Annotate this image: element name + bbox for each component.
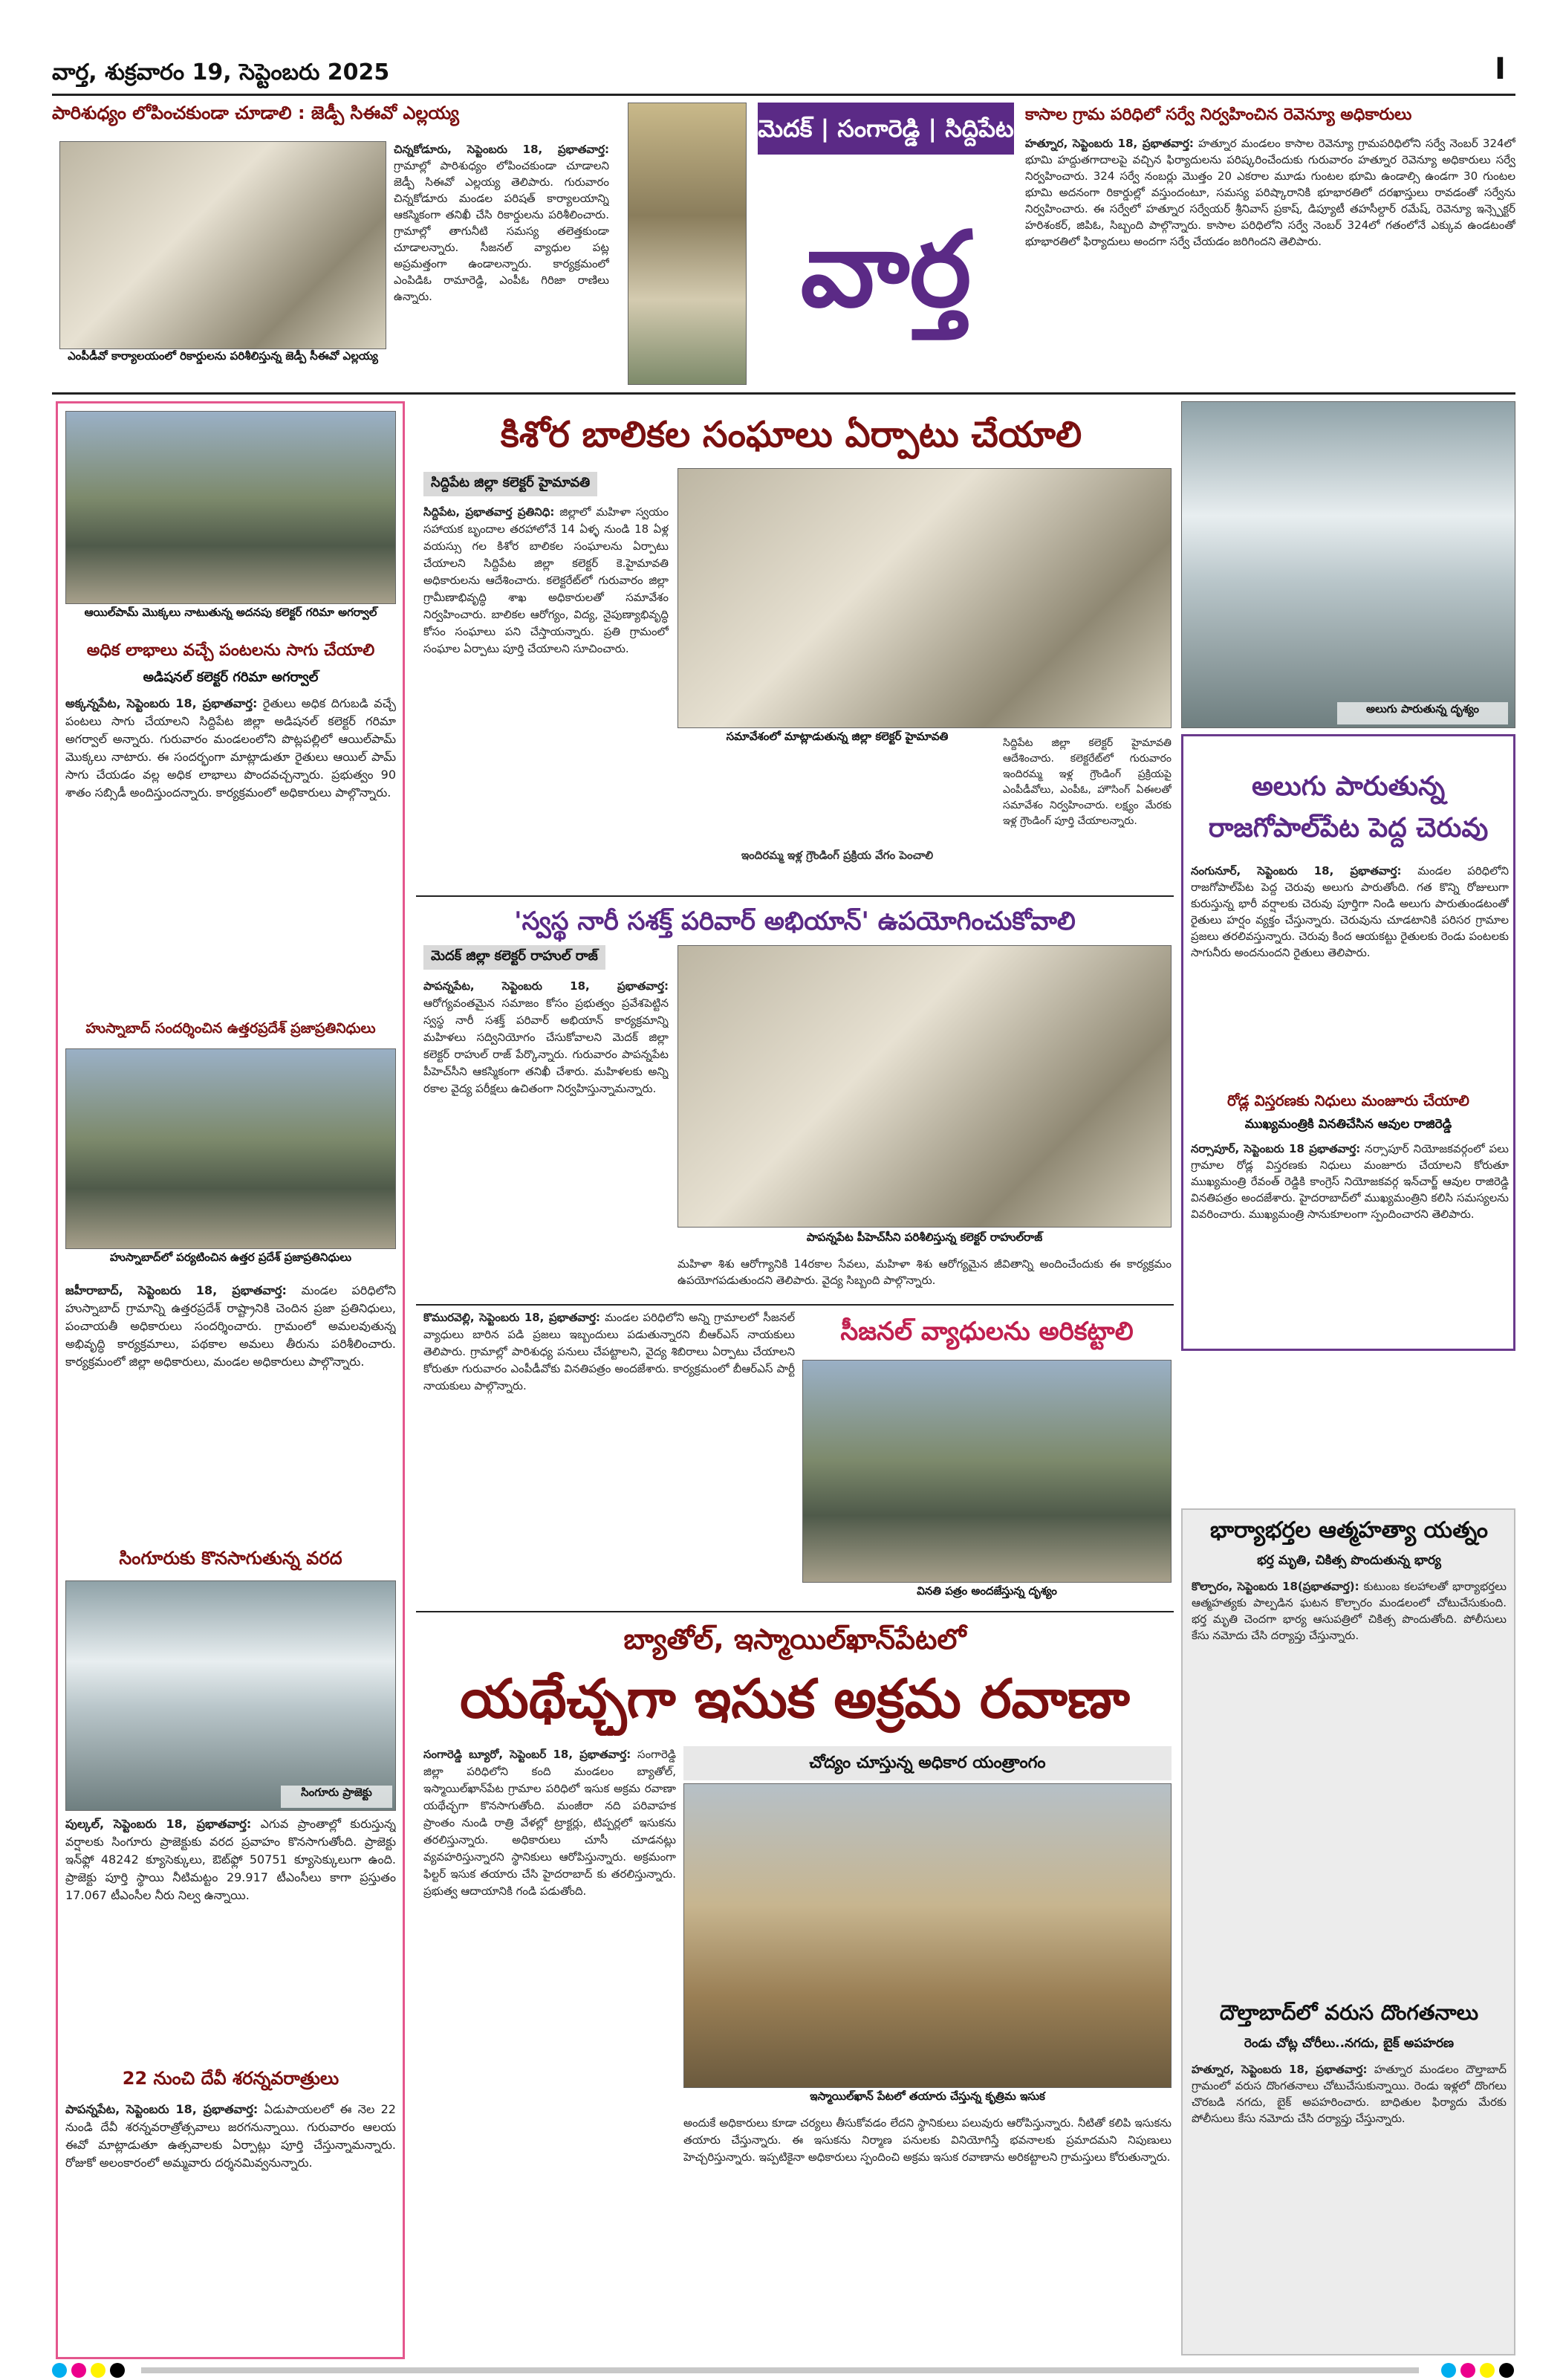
sand-dateline: సంగారెడ్డి బ్యూరో, సెప్టెంబర్ 18, ప్రభాతవార్త:	[423, 1748, 631, 1761]
left-column	[56, 401, 405, 2359]
right-headline-2: రోడ్ల విస్తరణకు నిధులు మంజూరు చేయాలి	[1227, 1092, 1469, 1109]
sand-right-body: అందుకే అధికారులు కూడా చర్యలు తీసుకోవడం లేదని స్థానికులు పలువురు ఆరోపిస్తున్నారు. నీటితో కలిపి ఇసుకను తయారు చేస్తున్నారు. ఈ ఇసుకను నిర్మాణ పనులకు వినియోగిస్తే భవనాలకు ప్రమాదమని నిపుణులు హెచ్చరిస్తున్నారు. ఇప్పటికైనా అధికారులు స్పందించి అక్రమ ఇసుక రవాణాను అరికట్టాలని గ్రామస్తులు కోరుతున్నారు.	[683, 2116, 1172, 2164]
top-left-photo	[59, 141, 386, 349]
left-text-2: మండల పరిధిలోని హుస్నాబాద్ గ్రామాన్ని ఉత్తరప్రదేశ్ రాష్ట్రానికి చెందిన ప్రజా ప్రతినిధులు, పంచాయతీ అధికారులు సందర్శించారు. గ్రామంలో అమలవుతున్న అభివృద్ధి కార్యక్రమాలు, పథకాల అమలు తీరును పరిశీలించారు. కార్యక్రమంలో జిల్లా అధికారులు, మండల అధికారులు పాల్గొన్నారు.	[65, 1283, 396, 1369]
top-right-headline: కాసాల గ్రామ పరిధిలో సర్వే నిర్వహించిన రెవెన్యూ అధికారులు	[1025, 106, 1412, 124]
lead-headline: కిశోర బాలికల సంఘాలు ఏర్పాటు చేయాలి	[500, 414, 1082, 455]
left-dateline-4: పాపన్నపేట, సెప్టెంబరు 18, ప్రభాతవార్త:	[65, 2102, 259, 2116]
swasth-subhead: మెదక్ జిల్లా కలెక్టర్ రాహుల్ రాజ్	[423, 945, 605, 970]
top-right-body	[1025, 135, 1515, 388]
top-left-dateline: చిన్నకోడూరు, సెప్టెంబరు 18, ప్రభాతవార్త:	[394, 143, 609, 156]
sand-kicker: బ్యాతోల్, ఇస్మాయిల్‌ఖాన్‌పేటలో	[623, 1623, 966, 1656]
right-subhead-3: భర్త మృతి, చికిత్స పొందుతున్న భార్య	[1257, 1553, 1441, 1568]
top-left-text: గ్రామాల్లో పారిశుధ్యం లోపించకుండా చూడాలని జెడ్పీ సిఈవో ఎల్లయ్య తెలిపారు. గురువారం చిన్నకోడూరు మండల పరిషత్ కార్యాలయాన్ని ఆకస్మికంగా తనిఖీ చేసి రికార్డులను పరిశీలించారు. గ్రామాల్లో తాగునీటి సమస్య తలెత్తకుండా చూడాలన్నారు. సీజనల్ వ్యాధుల పట్ల అప్రమత్తంగా ఉండాలన్నారు. కార్యక్రమంలో ఎంపిడిఓ రామారెడ్డి, ఎంపీఓ గిరిజా రాణిలు ఉన్నారు.	[394, 159, 609, 303]
seasonal-photo	[802, 1360, 1172, 1583]
reg-dot-cyan	[52, 2363, 67, 2378]
reg-dot-cyan-2	[1441, 2363, 1456, 2378]
top-left-story	[52, 103, 609, 135]
header-dateline: వార్త, శుక్రవారం 19, సెప్టెంబరు 2025	[52, 59, 390, 85]
sand-photo	[683, 1783, 1172, 2088]
right-dateline-2: నర్సాపూర్, సెప్టెంబరు 18 ప్రభాతవార్త:	[1191, 1142, 1361, 1155]
seasonal-text: మండల పరిధిలోని అన్ని గ్రామాలలో సీజనల్ వ్యాధులు బారిన పడి ప్రజలు ఇబ్బందులు పడుతున్నారని బీఆర్ఎస్ నాయకులు తెలిపారు. గ్రామాల్లో పారిశుధ్య పనులు చేపట్టాలని, వైద్య శిబిరాలు ఏర్పాటు చేయాలని కోరుతూ గురువారం ఎంపీడీవోకు వినతిపత్రం అందజేశారు. కార్యక్రమంలో బీఆర్ఎస్ పార్టీ నాయకులు పాల్గొన్నారు.	[423, 1311, 795, 1392]
swasth-headline: 'స్వస్థ నారీ సశక్త్ పరివార్ అభియాన్' ఉపయోగించుకోవాలి	[514, 907, 1076, 936]
masthead	[628, 103, 1014, 385]
swasth-photo	[677, 945, 1172, 1228]
lead-photo	[677, 468, 1172, 728]
left-photo-2-caption: హుస్నాబాద్‌లో పర్యటించిన ఉత్తర ప్రదేశ్ ప్రజాప్రతినిధులు	[109, 1251, 352, 1264]
left-body-1	[65, 695, 396, 1022]
seasonal-body	[423, 1309, 795, 1606]
right-box-2	[1181, 1508, 1515, 2355]
right-dateline-4: హత్నూర, సెప్టెంబరు 18, ప్రభాతవార్త:	[1192, 2063, 1368, 2076]
right-headline-1: అలుగు పారుతున్న రాజగోపాల్‌పేట పెద్ద చెరువు	[1208, 771, 1489, 843]
lead-photo-caption: సమావేశంలో మాట్లాడుతున్న జిల్లా కలెక్టర్ హైమావతి	[726, 730, 949, 743]
top-left-caption: ఎంపీడీవో కార్యాలయంలో రికార్డులను పరిశీలిస్తున్న జెడ్పీ సీఈవో ఎల్లయ్య	[68, 349, 378, 363]
right-box-1	[1181, 734, 1515, 1351]
seasonal-photo-caption: వినతి పత్రం అందజేస్తున్న దృశ్యం	[917, 1584, 1057, 1598]
right-headline-3: భార్యాభర్తల ఆత్మహత్యా యత్నం	[1210, 1517, 1488, 1543]
sand-headline: యథేచ్ఛగా ఇసుక అక్రమ రవాణా	[460, 1667, 1130, 1730]
sand-text: సంగారెడ్డి జిల్లా పరిధిలోని కంది మండలం బ్యాతోల్, ఇస్మాయిల్‌ఖాన్‌పేట గ్రామాల పరిధిలో ఇసుక అక్రమ రవాణా యథేచ్ఛగా కొనసాగుతోంది. మంజీరా నది పరివాహక ప్రాంతం నుండి రాత్రి వేళల్లో ట్రాక్టర్లు, టిప్పర్లలో ఇసుకను తరలిస్తున్నారు. అధికారులు చూసీ చూడనట్లు వ్యవహరిస్తున్నారని స్థానికులు ఆరోపిస్తున్నారు. అక్రమంగా ఫిల్టర్ ఇసుక తయారు చేసి హైదరాబాద్ కు తరలిస్తున్నారు. ప్రభుత్వ ఆదాయానికి గండి పడుతోంది.	[423, 1748, 676, 1898]
top-right-text: హత్నూర మండలం కాసాల రెవెన్యూ గ్రామపరిధిలోని సర్వే నెంబర్ 324లో భూమి హద్దుతగాదాలపై వచ్చిన ఫిర్యాదులను పరిష్కరించేందుకు గురువారం హత్నూర రెవెన్యూ అధికారులు సర్వే నిర్వహించారు. 324 సర్వే నంబర్లు మొత్తం 20 ఎకరాల మూడు గుంటల భూమి ఉండాల్సి ఉండగా 30 గుంటల భూమి అదనంగా రికార్డుల్లో వస్తుందంటూ, సమస్య పరిష్కారానికి భూభారతిలో దరఖాస్తులు రావడంతో సర్వేను నిర్వహించారు. ఈ సర్వేలో హత్నూర సర్వేయర్ శ్రీనివాస్ ప్రకాష్, డిప్యూటీ తహసీల్దార్ రమేష్, రెవెన్యూ ఇన్స్పెక్టర్ హరిశంకర్, జిపిఓ, సిబ్బంది పాల్గొన్నారు. కాసాల పరిధిలోని సర్వే నెంబర్ 324లో గతంలోనే ఎక్కువ ఉండటంతో భూభారతిలో ఫిర్యాదులు అందగా సర్వే చేయడం జరిగిందని తెలిపారు.	[1025, 137, 1515, 248]
left-dateline-3: పుల్కల్, సెప్టెంబరు 18, ప్రభాతవార్త:	[65, 1817, 252, 1831]
masthead-logo: వార్త	[800, 209, 972, 331]
left-headline-2: హుస్నాబాద్ సందర్శించిన ఉత్తరప్రదేశ్ ప్రజాప్రతినిధులు	[85, 1020, 376, 1037]
left-photo-1-caption: ఆయిల్‌పామ్ మొక్కలు నాటుతున్న అదనపు కలెక్టర్ గరిమా అగర్వాల్	[84, 606, 377, 619]
reg-bar	[141, 2367, 1419, 2373]
district-sangareddy: సంగారెడ్డి	[837, 114, 920, 143]
sand-photo-title: చోద్యం చూస్తున్న అధికార యంత్రాంగం	[683, 1746, 1172, 1780]
lead-subhead: సిద్దిపేట జిల్లా కలెక్టర్ హైమావతి	[423, 472, 597, 496]
left-dateline-2: జహీరాబాద్, సెప్టెంబరు 18, ప్రభాతవార్త:	[65, 1283, 287, 1297]
left-photo-2	[65, 1048, 396, 1249]
lead-subhead-wrap	[423, 472, 669, 502]
reg-dot-magenta-2	[1460, 2363, 1475, 2378]
reg-dot-magenta	[71, 2363, 86, 2378]
left-body-3	[65, 1815, 396, 2068]
right-dateline-3: కొల్చారం, సెప్టెంబరు 18(ప్రభాతవార్త):	[1192, 1580, 1359, 1593]
top-left-body	[394, 141, 609, 386]
reg-dot-black	[110, 2363, 125, 2378]
right-text-3: కుటుంబ కలహాలతో భార్యాభర్తలు ఆత్మహత్యకు పాల్పడిన ఘటన కొల్చారం మండలంలో చోటుచేసుకుంది. భర్త మృతి చెందగా భార్య ఆసుపత్రిలో చికిత్స పొందుతోంది. పోలీసులు కేసు నమోదు చేసి దర్యాప్తు చేస్తున్నారు.	[1192, 1580, 1507, 1642]
left-headline-1: అధిక లాభాలు వచ్చే పంటలను సాగు చేయాలి	[86, 641, 375, 660]
right-headline-4: దౌల్తాబాద్‌లో వరుస దొంగతనాలు	[1219, 2000, 1479, 2025]
swasth-photo-caption: పాపన్నపేట పీహెచ్‌సీని పరిశీలిస్తున్న కలెక్టర్ రాహుల్‌రాజ్	[806, 1230, 1043, 1244]
left-photo-3-caption: సింగూరు ప్రాజెక్టు	[281, 1786, 392, 1808]
swasth-dateline: పాపన్నపేట, సెప్టెంబరు 18, ప్రభాతవార్త:	[423, 979, 669, 993]
right-text-1: మండల పరిధిలోని రాజగోపాల్‌పేట పెద్ద చెరువు అలుగు పారుతోంది. గత కొన్ని రోజులుగా కురుస్తున్న భారీ వర్షాలకు చెరువు పూర్తిగా నిండి అలుగు పారుతుండటంతో రైతులు హర్షం వ్యక్తం చేస్తున్నారు. చెరువును చూడటానికి పరిసర గ్రామాల ప్రజలు తరలివస్తున్నారు. చెరువు కింద ఆయకట్టు రైతులకు రెండు పంటలకు సాగునీరు అందనుందని రైతులు తెలిపారు.	[1191, 864, 1509, 959]
left-subhead-1: అడిషనల్ కలెక్టర్ గరిమా అగర్వాల్	[143, 669, 319, 685]
left-photo-1	[65, 411, 396, 604]
district-medak: మెదక్	[758, 114, 813, 143]
page-marker: I	[1495, 52, 1506, 86]
right-text-4: హత్నూర మండలం దౌల్తాబాద్ గ్రామంలో వరుస దొంగతనాలు చోటుచేసుకున్నాయి. రెండు ఇళ్లలో దొంగలు చొరబడి నగదు, బైక్ అపహరించారు. బాధితుల ఫిర్యాదు మేరకు పోలీసులు కేసు నమోదు చేసి దర్యాప్తు చేస్తున్నారు.	[1192, 2063, 1507, 2125]
lead-right-caption-box	[677, 758, 997, 877]
right-subhead-4: రెండు చోట్ల చోరీలు..నగదు, బైక్ అపహరణ	[1244, 2036, 1455, 2051]
masthead-photo-strip	[628, 103, 747, 385]
reg-dot-yellow-2	[1480, 2363, 1495, 2378]
swasth-bottom-text: మహిళా శిశు ఆరోగ్యానికి 14రకాల సేవలు, మహిళా శిశు ఆరోగ్యమైన జీవితాన్ని అందించేందుకు ఈ కార్యక్రమం ఉపయోగపడుతుందని తెలిపారు. వైద్య సిబ్బంది పాల్గొన్నారు.	[677, 1257, 1172, 1287]
sand-photo-caption: ఇస్మాయిల్‌ఖాన్ పేటలో తయారు చేస్తున్న కృత్రిమ ఇసుక	[810, 2089, 1045, 2103]
lead-text: జిల్లాలో మహిళా స్వయం సహాయక బృందాల తరహాలోనే 14 ఏళ్ళ నుండి 18 ఏళ్ల వయస్సు గల కిశోర బాలికల సంఘాలను ఏర్పాటు చేయాలని సిద్దిపేట జిల్లా కలెక్టర్ కె.హైమావతి అధికారులను ఆదేశించారు. కలెక్టరేట్‌లో గురువారం జిల్లా గ్రామీణాభివృద్ధి శాఖ అధికారులతో సమావేశం నిర్వహించారు. బాలికల ఆరోగ్యం, విద్య, నైపుణ్యాభివృద్ధి కోసం సంఘాలు పని చేస్తాయన్నారు. ప్రతి గ్రామంలో సంఘాల ఏర్పాటు పూర్తి చేయాలని సూచించారు.	[423, 505, 669, 655]
swasth-subhead-wrap	[423, 945, 669, 975]
right-body-1	[1191, 863, 1509, 1086]
reg-dot-yellow	[91, 2363, 105, 2378]
lead-dateline: సిద్దిపేట, ప్రభాతవార్త ప్రతినిధి:	[423, 505, 555, 519]
right-photo-1	[1181, 401, 1515, 728]
right-body-3	[1192, 1578, 1507, 1994]
top-right-dateline: హత్నూర, సెప్టెంబరు 18, ప్రభాతవార్త:	[1025, 137, 1194, 150]
swasth-text: ఆరోగ్యవంతమైన సమాజం కోసం ప్రభుత్వం ప్రవేశపెట్టిన స్వస్థ నారీ సశక్త్ పరివార్ అభియాన్ కార్యక్రమాన్ని మహిళలు సద్వినియోగం చేసుకోవాలని మెదక్ జిల్లా కలెక్టర్ రాహుల్ రాజ్ పేర్కొన్నారు. గురువారం పాపన్నపేట పీహెచ్‌సీని ఆకస్మికంగా తనిఖీ చేశారు. మహిళలకు అన్ని రకాల వైద్య పరీక్షలు ఉచితంగా నిర్వహిస్తున్నామన్నారు.	[423, 996, 669, 1095]
masthead-districts: మెదక్ | సంగారెడ్డి | సిద్దిపేట	[758, 103, 1014, 155]
lead-right-caption: ఇందిరమ్మ ఇళ్ల గ్రౌండింగ్ ప్రక్రియ వేగం పెంచాలి	[741, 849, 934, 862]
reg-dot-black-2	[1499, 2363, 1514, 2378]
print-registration-bar	[52, 2363, 1515, 2378]
left-text-1: రైతులు అధిక దిగుబడి వచ్చే పంటలు సాగు చేయాలని సిద్దిపేట జిల్లా అడిషనల్ కలెక్టర్ గరిమా అగర్వాల్ అన్నారు. గురువారం మండలంలోని పొట్లపల్లిలో ఆయిల్‌పామ్ మొక్కలు నాటారు. ఈ సందర్భంగా మాట్లాడుతూ రైతులు ఆయిల్ పామ్ సాగు చేయడం వల్ల అధిక లాభాలు పొందవచ్చన్నారు. ప్రభుత్వం 90 శాతం సబ్సిడీ అందిస్తుందన్నారు. కార్యక్రమంలో అధికారులు పాల్గొన్నారు.	[65, 696, 396, 800]
right-body-4	[1192, 2061, 1507, 2351]
seasonal-headline: సీజనల్ వ్యాధులను అరికట్టాలి	[840, 1317, 1134, 1346]
right-body-2	[1191, 1141, 1509, 1349]
top-left-headline: పారిశుధ్యం లోపించకుండా చూడాలి : జెడ్పీ సిఈవో ఎల్లయ్య	[52, 103, 459, 123]
right-subhead-2: ముఖ్యమంత్రికి వినతిచేసిన ఆవుల రాజిరెడ్డి	[1244, 1117, 1452, 1132]
lead-body	[423, 504, 669, 890]
seasonal-dateline: కొమురవెల్లి, సెప్టెంబరు 18, ప్రభాతవార్త:	[423, 1311, 600, 1324]
sand-body	[423, 1746, 676, 2355]
swasth-body	[423, 978, 669, 1275]
left-text-3: ఎగువ ప్రాంతాల్లో కురుస్తున్న వర్షాలకు సింగూరు ప్రాజెక్టుకు వరద ప్రవాహం కొనసాగుతోంది. ప్రాజెక్టు ఇన్‌ఫ్లో 48242 క్యూసెక్కులు, ఔట్‌ఫ్లో 50751 క్యూసెక్కులుగా ఉంది. ప్రాజెక్టు పూర్తి స్థాయి నీటిమట్టం 29.917 టీఎంసీలు కాగా ప్రస్తుతం 17.067 టీఎంసీల నీరు నిల్వ ఉన్నాయి.	[65, 1817, 396, 1902]
left-body-4	[65, 2101, 396, 2353]
lead-right-body: సిద్దిపేట జిల్లా కలెక్టర్ హైమావతి ఆదేశించారు. కలెక్టరేట్‌లో గురువారం ఇందిరమ్మ ఇళ్ల గ్రౌండింగ్ ప్రక్రియపై ఎంపీడీవోలు, ఎంపీఓ, హౌసింగ్ ఏఈలతో సమావేశం నిర్వహించారు. లక్ష్యం మేరకు ఇళ్ల గ్రౌండింగ్ పూర్తి చేయాలన్నారు.	[1003, 737, 1172, 827]
left-dateline-1: అక్కన్నపేట, సెప్టెంబరు 18, ప్రభాతవార్త:	[65, 696, 258, 710]
right-photo-1-caption: అలుగు పారుతున్న దృశ్యం	[1337, 702, 1508, 724]
right-text-2: నర్సాపూర్ నియోజకవర్గంలో పలు గ్రామాల రోడ్ల విస్తరణకు నిధులు మంజూరు చేయాలని కోరుతూ ముఖ్యమంత్రి రేవంత్ రెడ్డికి కాంగ్రెస్ నియోజకవర్గ ఇన్‌చార్జ్ ఆవుల రాజిరెడ్డి వినతిపత్రం అందజేశారు. హైదరాబాద్‌లో ముఖ్యమంత్రిని కలిసి సమస్యలను వివరించారు. ముఖ్యమంత్రి సానుకూలంగా స్పందించారని తెలిపారు.	[1191, 1142, 1509, 1221]
left-body-2	[65, 1282, 396, 1549]
district-siddipet: సిద్దిపేట	[945, 114, 1014, 143]
left-headline-4: 22 నుంచి దేవీ శరన్నవరాత్రులు	[122, 2068, 339, 2089]
right-dateline-1: నంగునూర్, సెప్టెంబరు 18, ప్రభాతవార్త:	[1191, 864, 1402, 878]
left-photo-3	[65, 1580, 396, 1811]
left-text-4: ఏడుపాయలలో ఈ నెల 22 నుండి దేవీ శరన్నవరాత్రోత్సవాలు జరగనున్నాయి. గురువారం ఆలయ ఈవో మాట్లాడుతూ ఉత్సవాలకు ఏర్పాట్లు పూర్తి చేస్తున్నామన్నారు. రోజుకో అలంకారంలో అమ్మవారు దర్శనమివ్వనున్నారు.	[65, 2102, 396, 2170]
left-headline-3: సింగూరుకు కొనసాగుతున్న వరద	[119, 1548, 342, 1569]
